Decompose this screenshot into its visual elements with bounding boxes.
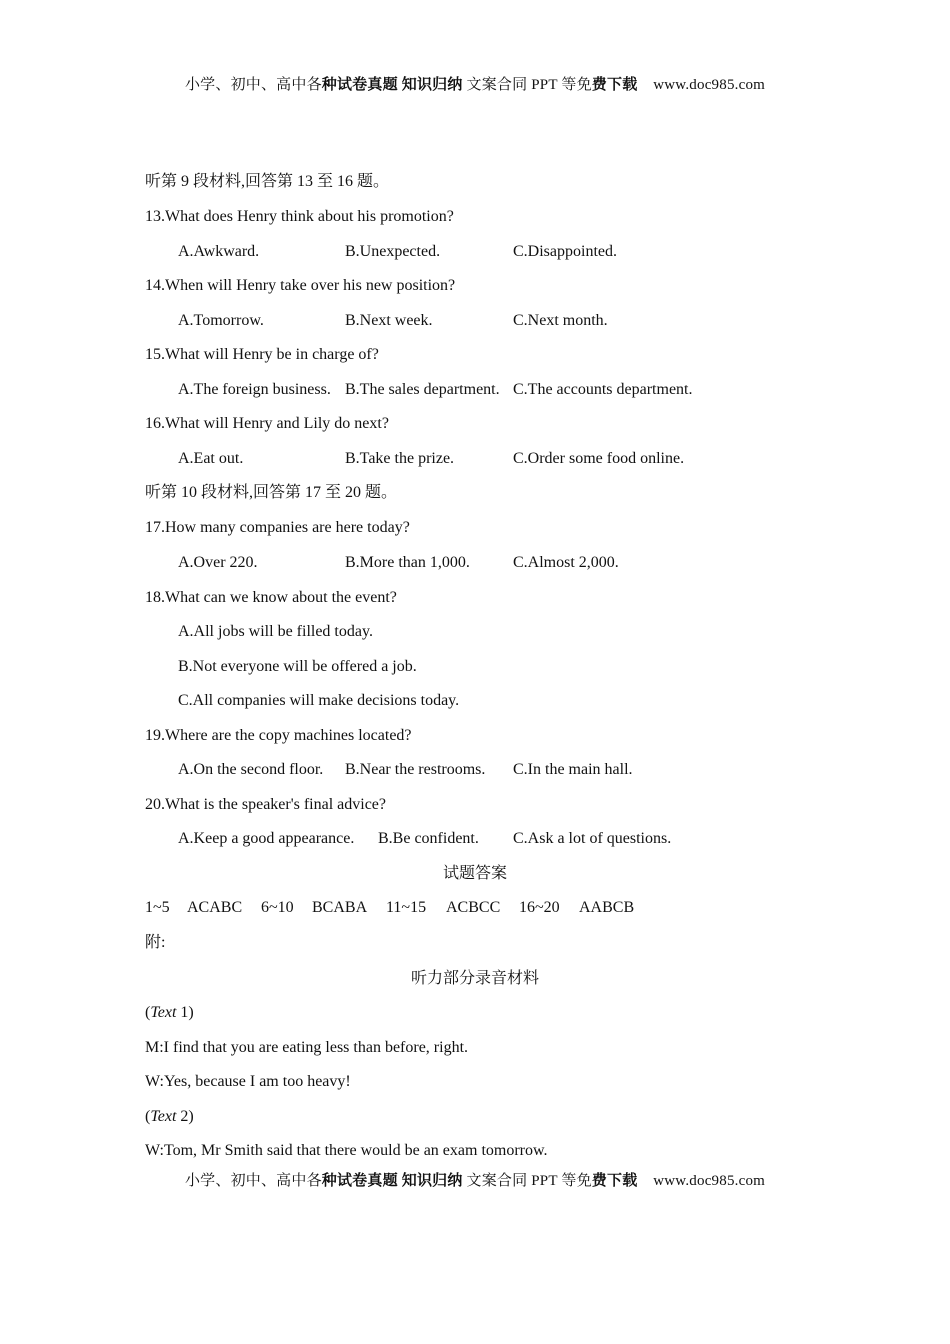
footer-text-1: 小学、初中、高中各 — [184, 1173, 322, 1189]
answer-range: 16~20 — [519, 899, 560, 916]
answer-key: BCABA — [312, 899, 368, 916]
header-url: www.doc985.com — [653, 77, 766, 93]
q19-option-b: B.Near the restrooms. — [345, 761, 486, 778]
transcript-title: 听力部分录音材料 — [410, 970, 539, 987]
q15-option-c: C.The accounts department. — [513, 381, 693, 398]
q15-option-a: A.The foreign business. — [178, 381, 331, 398]
question-16: 16.What will Henry and Lily do next? — [145, 415, 389, 432]
answer-range: 1~5 — [145, 899, 170, 916]
q19-option-a: A.On the second floor. — [178, 761, 324, 778]
footer-text-4: 文案合同 PPT 等免 — [462, 1173, 592, 1189]
question-19: 19.Where are the copy machines located? — [145, 727, 412, 744]
text-2-woman-line: W:Tom, Mr Smith said that there would be an exam tomorrow. — [145, 1142, 548, 1159]
header-text-5: 费下载 — [591, 77, 638, 93]
q19-option-c: C.In the main hall. — [513, 761, 633, 778]
header-text-3: 知识归纳 — [401, 77, 463, 93]
question-15: 15.What will Henry be in charge of? — [145, 346, 379, 363]
answer-key: AABCB — [579, 899, 635, 916]
answer-key: ACABC — [187, 899, 243, 916]
header-text-1: 小学、初中、高中各 — [184, 77, 322, 93]
question-20: 20.What is the speaker's final advice? — [145, 796, 387, 813]
question-14: 14.When will Henry take over his new position? — [145, 277, 456, 294]
q14-option-b: B.Next week. — [345, 312, 433, 329]
section-9-instruction: 听第 9 段材料,回答第 13 至 16 题。 — [145, 173, 390, 190]
q18-option-b: B.Not everyone will be offered a job. — [178, 658, 417, 675]
q16-option-b: B.Take the prize. — [345, 450, 455, 467]
q20-option-a: A.Keep a good appearance. — [178, 830, 355, 847]
q14-option-a: A.Tomorrow. — [178, 312, 264, 329]
answer-range: 6~10 — [261, 899, 294, 916]
text-1-man-line: M:I find that you are eating less than before, right. — [145, 1039, 469, 1056]
q17-option-c: C.Almost 2,000. — [513, 554, 619, 571]
appendix-label: 附: — [145, 934, 166, 951]
q13-option-a: A.Awkward. — [178, 243, 260, 260]
q20-option-c: C.Ask a lot of questions. — [513, 830, 672, 847]
question-18: 18.What can we know about the event? — [145, 589, 397, 606]
page-header — [0, 73, 950, 94]
answer-range: 11~15 — [386, 899, 427, 916]
page-footer — [0, 1169, 950, 1190]
section-10-instruction: 听第 10 段材料,回答第 17 至 20 题。 — [145, 484, 398, 501]
footer-text-3: 知识归纳 — [401, 1173, 463, 1189]
q16-option-c: C.Order some food online. — [513, 450, 685, 467]
question-13: 13.What does Henry think about his promotion? — [145, 208, 454, 225]
q13-option-b: B.Unexpected. — [345, 243, 441, 260]
q16-option-a: A.Eat out. — [178, 450, 244, 467]
q18-option-a: A.All jobs will be filled today. — [178, 623, 373, 640]
text-1-woman-line: W:Yes, because I am too heavy! — [145, 1073, 351, 1090]
footer-text-2: 种试卷真题 — [321, 1173, 398, 1189]
answers-title: 试题答案 — [442, 865, 507, 882]
text-1-label: (Text 1) — [145, 1004, 194, 1021]
q20-option-b: B.Be confident. — [378, 830, 479, 847]
answer-key: ACBCC — [446, 899, 501, 916]
q17-option-a: A.Over 220. — [178, 554, 258, 571]
q13-option-c: C.Disappointed. — [513, 243, 617, 260]
q14-option-c: C.Next month. — [513, 312, 608, 329]
header-text-2: 种试卷真题 — [321, 77, 398, 93]
q18-option-c: C.All companies will make decisions today. — [178, 692, 460, 709]
text-2-label: (Text 2) — [145, 1108, 194, 1125]
q15-option-b: B.The sales department. — [345, 381, 500, 398]
footer-url: www.doc985.com — [653, 1173, 766, 1189]
footer-text-5: 费下载 — [591, 1173, 638, 1189]
q17-option-b: B.More than 1,000. — [345, 554, 470, 571]
question-17: 17.How many companies are here today? — [145, 519, 410, 536]
header-text-4: 文案合同 PPT 等免 — [462, 77, 592, 93]
